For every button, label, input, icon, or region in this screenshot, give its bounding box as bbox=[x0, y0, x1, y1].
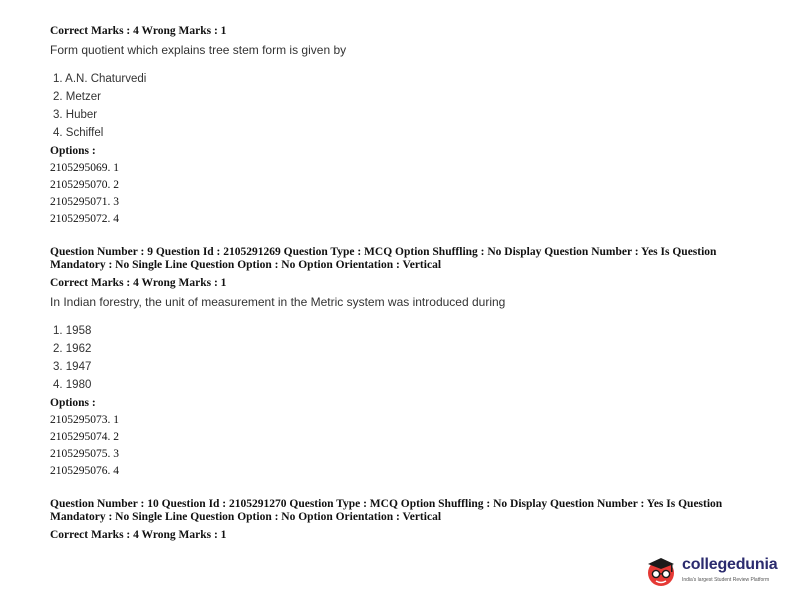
collegedunia-logo bbox=[644, 552, 789, 592]
q7-options-label: Options : bbox=[50, 145, 96, 157]
q9-choice-1: 1. 1958 bbox=[53, 325, 92, 337]
q9-choice-3: 3. 1947 bbox=[53, 361, 92, 373]
q9-choice-2: 2. 1962 bbox=[53, 343, 92, 355]
question-7 bbox=[50, 24, 755, 228]
q9-options bbox=[50, 412, 755, 480]
q7-question-text: Form quotient which explains tree stem form is given by bbox=[50, 43, 347, 57]
graduate-mascot-icon bbox=[644, 554, 678, 588]
question-10 bbox=[50, 498, 755, 543]
logo-wordmark: collegedunia bbox=[682, 556, 778, 573]
q9-meta: Question Number : 9 Question Id : 2105291269 Question Type : MCQ Option Shuffling : No Display Question Number : Yes Is Question Mandatory : No Single Line Question Option : No Option Orientation : Vertical bbox=[50, 246, 717, 271]
q9-option-2: 2105295074. 2 bbox=[50, 431, 119, 443]
q9-option-4: 2105295076. 4 bbox=[50, 465, 119, 477]
q9-choice-4: 4. 1980 bbox=[53, 379, 92, 391]
question-9 bbox=[50, 246, 755, 480]
q7-option-4: 2105295072. 4 bbox=[50, 213, 119, 225]
q7-choice-1: 1. A.N. Chaturvedi bbox=[53, 73, 147, 85]
q7-option-1: 2105295069. 1 bbox=[50, 162, 119, 174]
logo-tagline: India's largest Student Review Platform bbox=[682, 577, 770, 583]
q10-marks: Correct Marks : 4 Wrong Marks : 1 bbox=[50, 529, 227, 541]
q9-options-label: Options : bbox=[50, 397, 96, 409]
q7-option-2: 2105295070. 2 bbox=[50, 179, 119, 191]
q9-marks: Correct Marks : 4 Wrong Marks : 1 bbox=[50, 277, 227, 289]
q7-choice-3: 3. Huber bbox=[53, 109, 98, 121]
q7-marks: Correct Marks : 4 Wrong Marks : 1 bbox=[50, 25, 227, 37]
q7-choice-2: 2. Metzer bbox=[53, 91, 101, 103]
q9-option-3: 2105295075. 3 bbox=[50, 448, 119, 460]
q7-option-3: 2105295071. 3 bbox=[50, 196, 119, 208]
q9-question-text: In Indian forestry, the unit of measurement in the Metric system was introduced during bbox=[50, 295, 506, 309]
q10-meta: Question Number : 10 Question Id : 2105291270 Question Type : MCQ Option Shuffling : No Display Question Number : Yes Is Question Mandatory : No Single Line Question Option : No Option Orientation : Vertical bbox=[50, 498, 723, 523]
q9-choices bbox=[50, 322, 755, 394]
q7-choices bbox=[50, 70, 755, 142]
q9-option-1: 2105295073. 1 bbox=[50, 414, 119, 426]
q7-choice-4: 4. Schiffel bbox=[53, 127, 104, 139]
q7-options bbox=[50, 160, 755, 228]
exam-page bbox=[50, 24, 755, 543]
